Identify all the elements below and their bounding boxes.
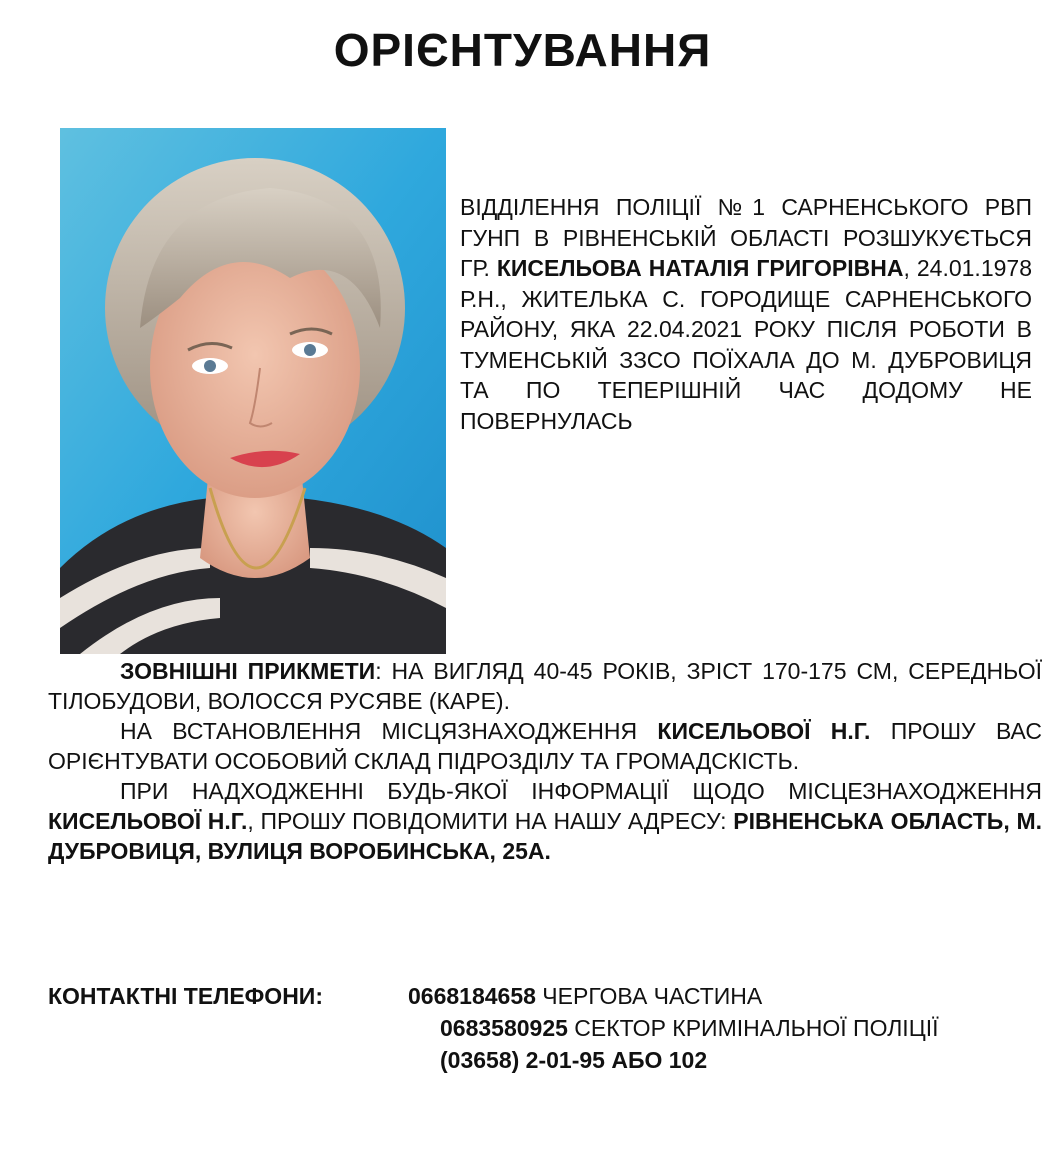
info-text-end: , ПРОШУ ПОВІДОМИТИ НА НАШУ АДРЕСУ: xyxy=(247,808,734,834)
phone-number[interactable]: 0668184658 xyxy=(408,983,536,1009)
info-paragraph xyxy=(48,776,1042,866)
police-address: РІВНЕНСЬКА ОБЛАСТЬ, М. ДУБРОВИЦЯ, ВУЛИЦЯ ВОРОБИНСЬКА, 25А. xyxy=(48,808,1042,864)
request-name: КИСЕЛЬОВОЇ Н.Г. xyxy=(657,718,871,744)
features-text: : НА ВИГЛЯД 40-45 РОКІВ, ЗРІСТ 170-175 СМ, СЕРЕДНЬОЇ ТІЛОБУДОВИ, ВОЛОССЯ РУСЯВЕ (КАРЕ). xyxy=(48,658,1042,714)
portrait-photo xyxy=(60,128,446,654)
intro-details: , 24.01.1978 Р.Н., ЖИТЕЛЬКА С. ГОРОДИЩЕ САРНЕНСЬКОГО РАЙОНУ, ЯКА 22.04.2021 РОКУ ПІСЛЯ РОБОТИ В ТУМЕНСЬКІЙ ЗЗСО ПОЇХАЛА ДО М. ДУБРОВИЦЯ ТА ПО ТЕПЕРІШНІЙ ЧАС ДОДОМУ НЕ ПОВЕРНУЛАСЬ xyxy=(460,255,1032,434)
notice-body xyxy=(48,656,1042,866)
request-paragraph xyxy=(48,716,1042,776)
missing-person-name: КИСЕЛЬОВА НАТАЛІЯ ГРИГОРІВНА xyxy=(496,255,904,281)
features-label: ЗОВНІШНІ ПРИКМЕТИ xyxy=(120,658,376,684)
page-title: ОРІЄНТУВАННЯ xyxy=(333,24,712,76)
request-text-end: ПРОШУ ВАС ОРІЄНТУВАТИ ОСОБОВИЙ СКЛАД ПІДРОЗДІЛУ ТА ГРОМАДСКІСТЬ. xyxy=(48,718,1042,774)
search-notice-intro xyxy=(460,192,1032,436)
contacts-label: КОНТАКТНІ ТЕЛЕФОНИ: xyxy=(48,983,323,1009)
phone-line xyxy=(408,980,762,1012)
info-text: ПРИ НАДХОДЖЕННІ БУДЬ-ЯКОЇ ІНФОРМАЦІЇ ЩОДО МІСЦЕЗНАХОДЖЕННЯ xyxy=(120,778,1042,804)
phone-line xyxy=(440,1012,938,1044)
phone-description: ЧЕРГОВА ЧАСТИНА xyxy=(535,983,763,1009)
phone-number[interactable]: 0683580925 xyxy=(440,1015,568,1041)
request-text: НА ВСТАНОВЛЕННЯ МІСЦЯЗНАХОДЖЕННЯ xyxy=(120,718,658,744)
features-paragraph xyxy=(48,656,1042,716)
phone-description: СЕКТОР КРИМІНАЛЬНОЇ ПОЛІЦІЇ xyxy=(567,1015,939,1041)
intro-text: ВІДДІЛЕННЯ ПОЛІЦІЇ №1 САРНЕНСЬКОГО РВП ГУНП В РІВНЕНСЬКІЙ ОБЛАСТІ РОЗШУКУЄТЬСЯ ГР. xyxy=(460,194,1032,281)
phone-number[interactable]: (03658) 2-01-95 АБО 102 xyxy=(440,1047,708,1073)
phone-line xyxy=(440,1044,707,1076)
info-name: КИСЕЛЬОВОЇ Н.Г. xyxy=(48,808,248,834)
